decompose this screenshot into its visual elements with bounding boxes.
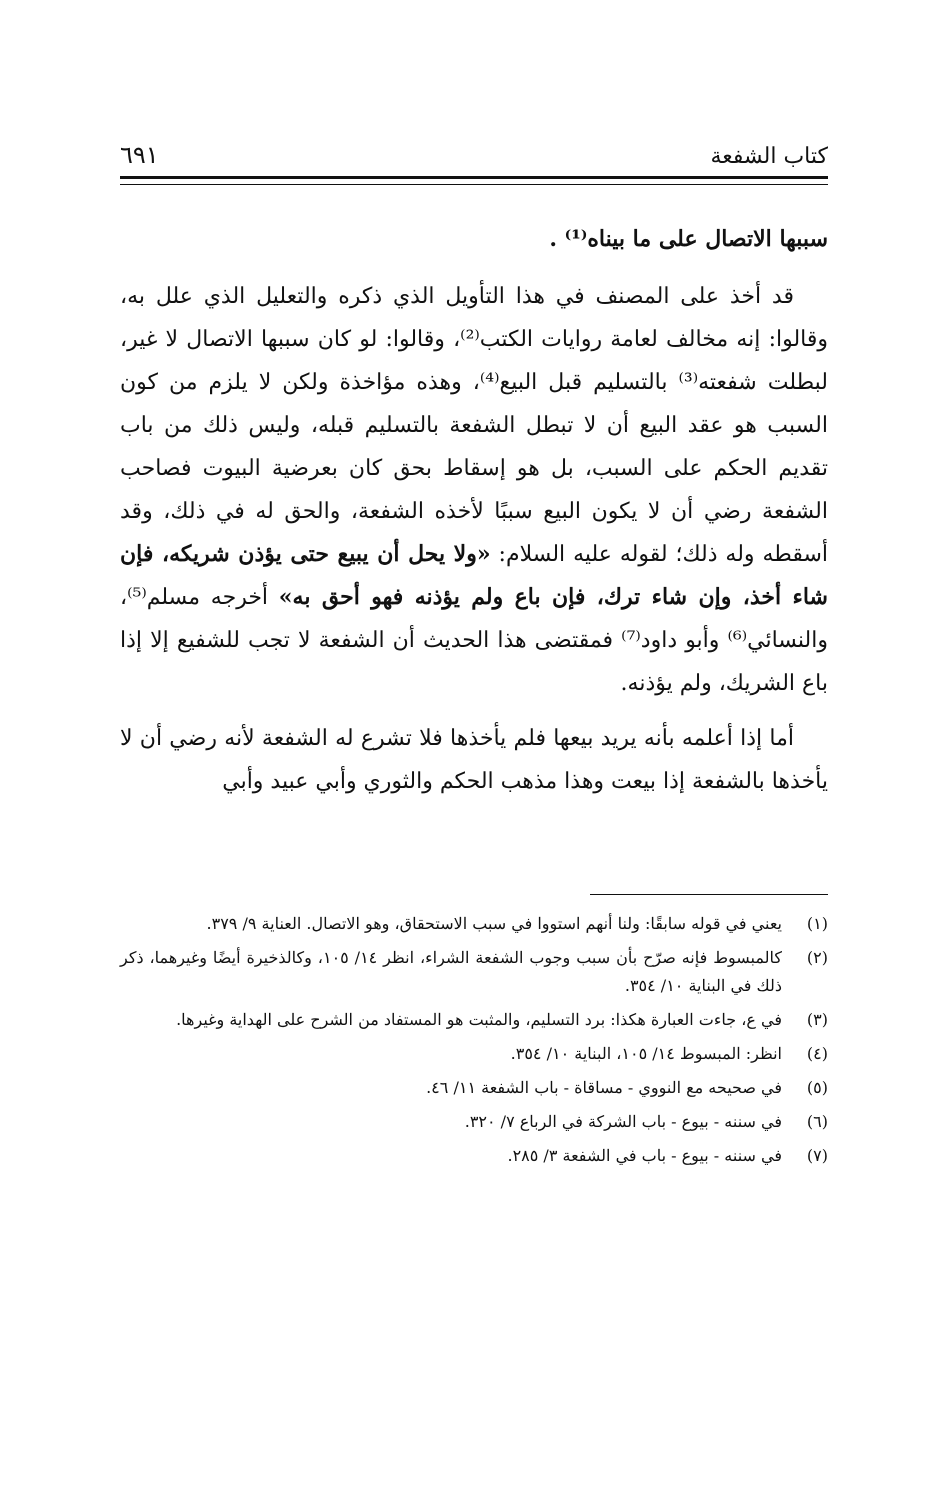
header-rule-thick bbox=[120, 176, 828, 179]
footnote-text: في سننه - بيوع - باب في الشفعة ٣/ ٢٨٥. bbox=[507, 1146, 782, 1165]
footnote-number: (٦) bbox=[806, 1112, 828, 1131]
footnote bbox=[120, 1142, 828, 1170]
running-header-title: كتاب الشفعة bbox=[710, 144, 828, 169]
footnote bbox=[120, 1074, 828, 1102]
footnote bbox=[120, 1108, 828, 1136]
header-rule-thin bbox=[120, 184, 828, 185]
opening-line: سببها الاتصال على ما بيناه⁽¹⁾ . bbox=[549, 226, 828, 252]
footnote-text: في ع، جاءت العبارة هكذا: برد التسليم، والمثبت هو المستفاد من الشرح على الهداية وغيرها. bbox=[176, 1010, 782, 1029]
hadith-citation: أخرجه مسلم⁽⁵⁾، والنسائي⁽⁶⁾ وأبو داود⁽⁷⁾ فمقتضى هذا الحديث أن الشفعة لا تجب للشفيع إلا إذا باع الشريك، ولم يؤذنه. bbox=[120, 585, 828, 696]
footnote-number: (٤) bbox=[806, 1044, 828, 1063]
footnote-number: (٧) bbox=[806, 1146, 828, 1165]
page-number: ٦٩١ bbox=[120, 141, 159, 169]
footnote-number: (٥) bbox=[806, 1078, 828, 1097]
paragraph bbox=[120, 275, 828, 705]
hadith-quote: «ولا يحل أن يبيع حتى يؤذن شريكه، فإن شاء أخذ، وإن شاء ترك، فإن باع ولم يؤذنه فهو أحق به» bbox=[120, 541, 828, 610]
footnote bbox=[120, 944, 828, 1000]
footnote-text: انظر: المبسوط ١٤/ ١٠٥، البناية ١٠/ ٣٥٤. bbox=[510, 1044, 782, 1063]
footnote-number: (٣) bbox=[806, 1010, 828, 1029]
footnote bbox=[120, 1006, 828, 1034]
footnote-number: (٢) bbox=[806, 948, 828, 967]
paragraph: أما إذا أعلمه بأنه يريد بيعها فلم يأخذها فلا تشرع له الشفعة لأنه رضي أن لا يأخذها بالشفعة إذا بيعت وهذا مذهب الحكم والثوري وأبي عبيد وأبي bbox=[120, 726, 828, 794]
footnote-text: في سننه - بيوع - باب الشركة في الرباع ٧/ ٣٢٠. bbox=[464, 1112, 782, 1131]
footnotes bbox=[120, 910, 828, 1176]
footnote bbox=[120, 1040, 828, 1068]
main-text bbox=[120, 218, 828, 803]
footnote bbox=[120, 910, 828, 938]
footnote-separator bbox=[590, 894, 828, 895]
footnote-number: (١) bbox=[806, 914, 828, 933]
footnote-text: كالمبسوط فإنه صرّح بأن سبب وجوب الشفعة الشراء، انظر ١٤/ ١٠٥، وكالذخيرة أيضًا وغيرهما، ذكر ذلك في البناية ١٠/ ٣٥٤. bbox=[120, 948, 782, 995]
footnote-text: يعني في قوله سابقًا: ولنا أنهم استووا في سبب الاستحقاق، وهو الاتصال. العناية ٩/ ٣٧٩. bbox=[206, 914, 782, 933]
paragraph-text: قد أخذ على المصنف في هذا التأويل الذي ذكره والتعليل الذي علل به، وقالوا: إنه مخالف لعامة روايات الكتب⁽²⁾، وقالوا: لو كان سببها الاتصال لا غير، لبطلت شفعته⁽³⁾ بالتسليم قبل البيع⁽⁴⁾، وهذه مؤاخذة ولكن لا يلزم من كون السبب هو عقد البيع أن لا تبطل الشفعة بالتسليم قبله، وليس ذلك من باب تقديم الحكم على السبب، بل هو إسقاط بحق كان بعرضية البيوت فصاحب الشفعة رضي أن لا يكون البيع سببًا لأخذه الشفعة، والحق له في ذلك، وقد أسقطه وله ذلك؛ لقوله عليه السلام: bbox=[120, 284, 829, 567]
footnote-text: في صحيحه مع النووي - مساقاة - باب الشفعة ١١/ ٤٦. bbox=[426, 1078, 782, 1097]
